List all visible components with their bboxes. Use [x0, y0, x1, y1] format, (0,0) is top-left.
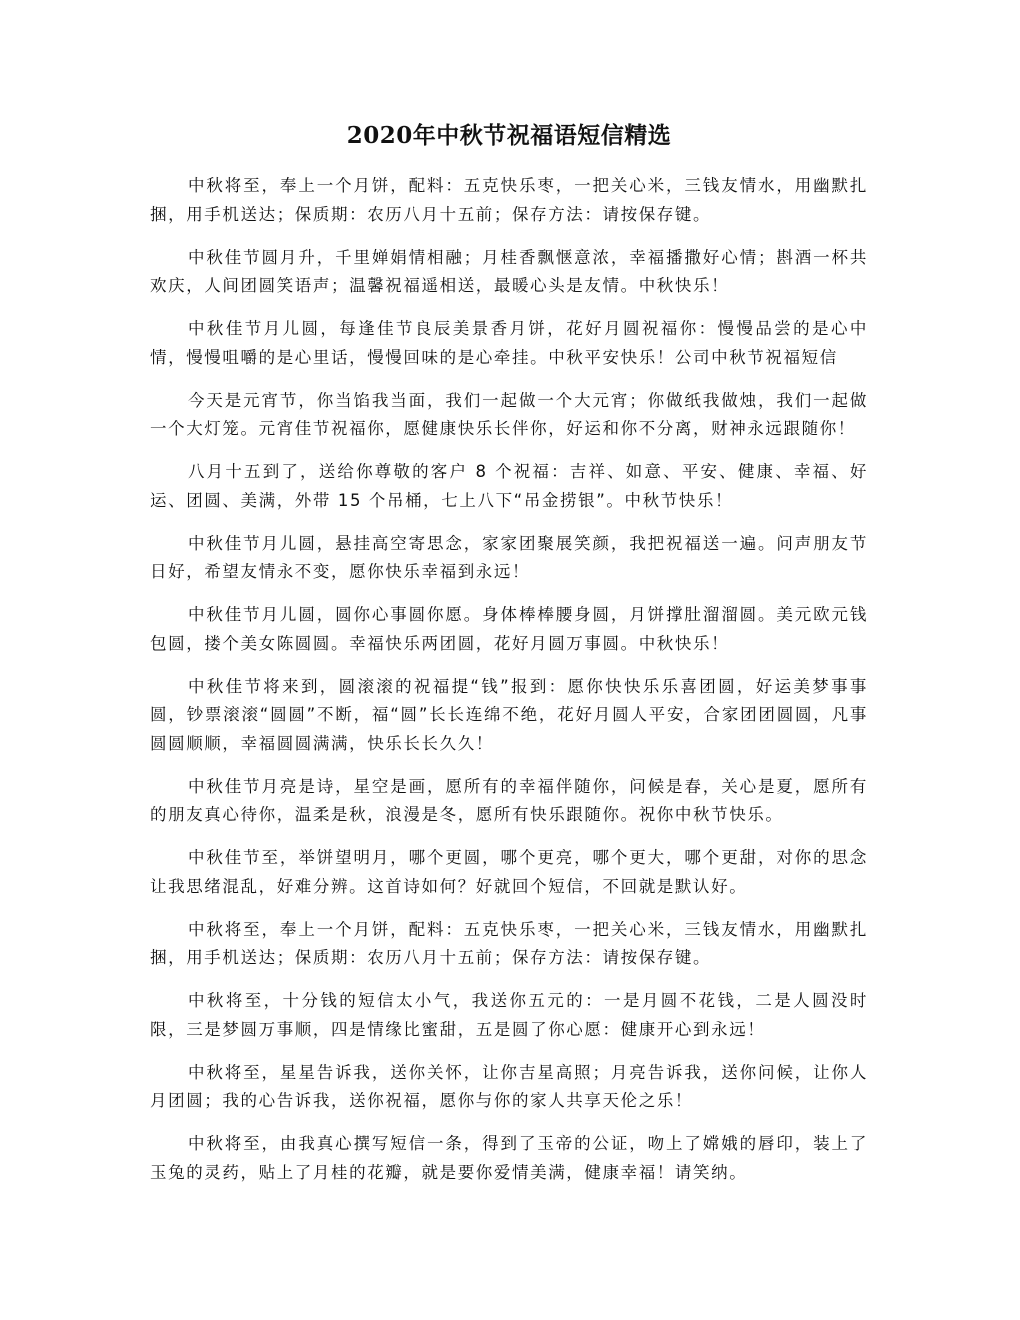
- paragraph-4: 今天是元宵节，你当馅我当面，我们一起做一个大元宵；你做纸我做烛，我们一起做一个大灯笼。元宵佳节祝福你，愿健康快乐长伴你，好运和你不分离，财神永远跟随你！: [150, 390, 868, 438]
- paragraph-7: 中秋佳节月儿圆，圆你心事圆你愿。身体棒棒腰身圆，月饼撑肚溜溜圆。美元欧元钱包圆，搂个美女陈圆圆。幸福快乐两团圆，花好月圆万事圆。中秋快乐！: [150, 605, 868, 653]
- document-title: 2020年中秋节祝福语短信精选: [346, 122, 672, 149]
- paragraph-9: 中秋佳节月亮是诗，星空是画，愿所有的幸福伴随你，问候是春，关心是夏，愿所有的朋友真心待你，温柔是秋，浪漫是冬，愿所有快乐跟随你。祝你中秋节快乐。: [150, 776, 868, 824]
- paragraph-10: 中秋佳节至，举饼望明月，哪个更圆，哪个更亮，哪个更大，哪个更甜，对你的思念让我思绪混乱，好难分辨。这首诗如何？好就回个短信，不回就是默认好。: [150, 848, 868, 896]
- paragraph-2: 中秋佳节圆月升，千里婵娟情相融；月桂香飘惬意浓，幸福播撒好心情；斟酒一杯共欢庆，人间团圆笑语声；温馨祝福遥相送，最暖心头是友情。中秋快乐！: [150, 247, 868, 295]
- paragraph-5: 八月十五到了，送给你尊敬的客户 8 个祝福：吉祥、如意、平安、健康、幸福、好运、团圆、美满，外带 15 个吊桶，七上八下“吊金捞银”。中秋节快乐！: [150, 462, 868, 510]
- paragraph-14: 中秋将至，由我真心撰写短信一条，得到了玉帝的公证，吻上了嫦娥的唇印，装上了玉兔的灵药，贴上了月桂的花瓣，就是要你爱情美满，健康幸福！请笑纳。: [150, 1134, 868, 1182]
- document-page: [150, 118, 868, 1202]
- paragraph-6: 中秋佳节月儿圆，悬挂高空寄思念，家家团聚展笑颜，我把祝福送一遍。问声朋友节日好，希望友情永不变，愿你快乐幸福到永远！: [150, 533, 868, 581]
- paragraph-13: 中秋将至，星星告诉我，送你关怀，让你吉星高照；月亮告诉我，送你问候，让你人月团圆；我的心告诉我，送你祝福，愿你与你的家人共享天伦之乐！: [150, 1062, 868, 1110]
- paragraph-8: 中秋佳节将来到，圆滚滚的祝福提“钱”报到：愿你快快乐乐喜团圆，好运美梦事事圆，钞票滚滚“圆圆”不断，福“圆”长长连绵不绝，花好月圆人平安，合家团团圆圆，凡事圆圆顺顺，幸福圆圆满满，快乐长长久久！: [150, 676, 868, 753]
- paragraph-3: 中秋佳节月儿圆，每逢佳节良辰美景香月饼，花好月圆祝福你：慢慢品尝的是心中情，慢慢咀嚼的是心里话，慢慢回味的是心牵挂。中秋平安快乐！公司中秋节祝福短信: [150, 319, 868, 367]
- paragraph-11: 中秋将至，奉上一个月饼，配料：五克快乐枣，一把关心米，三钱友情水，用幽默扎捆，用手机送达；保质期：农历八月十五前；保存方法：请按保存键。: [150, 919, 868, 967]
- paragraph-12: 中秋将至，十分钱的短信太小气，我送你五元的：一是月圆不花钱，二是人圆没时限，三是梦圆万事顺，四是情缘比蜜甜，五是圆了你心愿：健康开心到永远！: [150, 991, 868, 1039]
- paragraph-1: 中秋将至，奉上一个月饼，配料：五克快乐枣，一把关心米，三钱友情水，用幽默扎捆，用手机送达；保质期：农历八月十五前；保存方法：请按保存键。: [150, 176, 868, 224]
